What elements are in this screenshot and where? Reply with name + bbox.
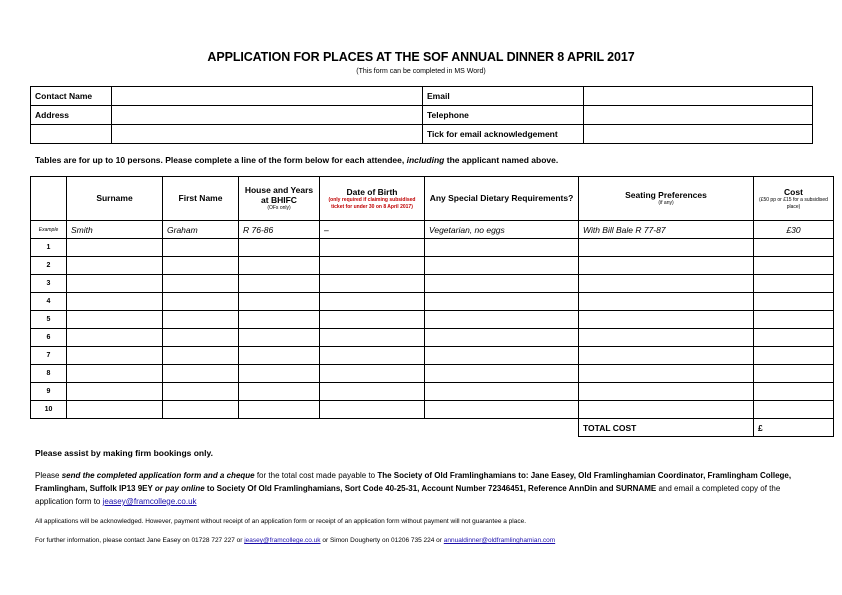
attendee-surname-field[interactable] <box>67 365 163 383</box>
intro-text-emphasis: including <box>406 155 445 165</box>
attendee-seating-field[interactable] <box>579 401 754 419</box>
dob-header-label: Date of Birth <box>346 186 398 197</box>
attendee-surname-field[interactable] <box>67 275 163 293</box>
row-number-header <box>31 177 67 221</box>
attendee-first-name-field[interactable] <box>163 401 239 419</box>
attendee-row-number: 6 <box>31 329 67 347</box>
attendee-dietary-field[interactable] <box>425 293 579 311</box>
pay-online-text: pay online <box>162 484 205 493</box>
attendee-house-field[interactable] <box>239 347 320 365</box>
attendee-row <box>31 275 834 293</box>
bank-details: to Society Of Old Framlinghamians, Sort Code 40-25-31, Account Number 72346451, Reference <box>204 484 569 493</box>
attendee-cost-field[interactable] <box>754 257 834 275</box>
attendee-seating-field[interactable] <box>579 383 754 401</box>
example-dob: – <box>320 221 425 239</box>
example-row <box>31 221 834 239</box>
email-label: Email <box>423 87 584 106</box>
attendee-seating-field[interactable] <box>579 329 754 347</box>
total-spacer <box>425 419 579 437</box>
attendee-first-name-field[interactable] <box>163 311 239 329</box>
attendee-seating-field[interactable] <box>579 257 754 275</box>
attendee-row-number: 9 <box>31 383 67 401</box>
email-field[interactable] <box>584 87 813 106</box>
payment-instructions <box>35 469 815 508</box>
example-label: Example <box>31 221 67 239</box>
attendee-first-name-field[interactable] <box>163 239 239 257</box>
page-subtitle: (This form can be completed in MS Word) <box>356 68 486 75</box>
attendee-seating-field[interactable] <box>579 275 754 293</box>
page-title: APPLICATION FOR PLACES AT THE SOF ANNUAL DINNER 8 APRIL 2017 <box>207 50 635 64</box>
dob-header <box>320 177 425 221</box>
attendee-row <box>31 329 834 347</box>
telephone-label: Telephone <box>423 106 584 125</box>
cost-header-note: (£50 pp or £15 for a subsidised place) <box>759 197 828 210</box>
address-field-line2b[interactable] <box>112 125 423 144</box>
attendee-row <box>31 293 834 311</box>
example-surname: Smith <box>67 221 163 239</box>
surname-header: Surname <box>67 177 163 221</box>
cost-header <box>754 177 834 221</box>
attendee-dietary-field[interactable] <box>425 347 579 365</box>
example-seating: With Bill Bale R 77-87 <box>579 221 754 239</box>
attendee-seating-field[interactable] <box>579 347 754 365</box>
first-name-header: First Name <box>163 177 239 221</box>
intro-text-start: Tables are for up to 10 persons. Please complete a line of the form below for each attendee, <box>35 155 407 165</box>
attendee-dob-field[interactable] <box>320 311 425 329</box>
attendee-house-field[interactable] <box>239 401 320 419</box>
attendee-surname-field[interactable] <box>67 257 163 275</box>
attendee-first-name-field[interactable] <box>163 293 239 311</box>
seating-header <box>579 177 754 221</box>
attendee-seating-field[interactable] <box>579 311 754 329</box>
attendee-house-field[interactable] <box>239 257 320 275</box>
attendee-first-name-field[interactable] <box>163 383 239 401</box>
attendee-row <box>31 401 834 419</box>
contact-name-label: Contact Name <box>31 87 112 106</box>
total-spacer <box>239 419 320 437</box>
payment-text-or: or <box>154 484 163 493</box>
attendee-house-field[interactable] <box>239 293 320 311</box>
attendee-row-number: 10 <box>31 401 67 419</box>
attendee-surname-field[interactable] <box>67 329 163 347</box>
attendees-header-row <box>31 177 834 221</box>
total-spacer <box>163 419 239 437</box>
firm-bookings-note: Please assist by making firm bookings only. <box>35 448 213 458</box>
attendee-dietary-field[interactable] <box>425 275 579 293</box>
attendee-row <box>31 383 834 401</box>
attendee-cost-field[interactable] <box>754 239 834 257</box>
cost-header-label: Cost <box>784 186 803 197</box>
total-spacer <box>31 419 67 437</box>
jeasey-email-link-2[interactable]: jeasey@framcollege.co.uk <box>244 537 321 544</box>
attendee-surname-field[interactable] <box>67 383 163 401</box>
total-cost-label: TOTAL COST <box>579 419 754 437</box>
attendee-row <box>31 311 834 329</box>
attendee-first-name-field[interactable] <box>163 329 239 347</box>
attendee-dietary-field[interactable] <box>425 239 579 257</box>
house-header <box>239 177 320 221</box>
attendee-dietary-field[interactable] <box>425 311 579 329</box>
attendee-dietary-field[interactable] <box>425 383 579 401</box>
attendee-surname-field[interactable] <box>67 347 163 365</box>
attendee-surname-field[interactable] <box>67 293 163 311</box>
attendee-dob-field[interactable] <box>320 329 425 347</box>
attendee-house-field[interactable] <box>239 311 320 329</box>
payment-text: Please <box>35 471 62 480</box>
attendee-cost-field[interactable] <box>754 383 834 401</box>
attendee-seating-field[interactable] <box>579 365 754 383</box>
attendee-row <box>31 257 834 275</box>
address-label: Address <box>31 106 112 125</box>
attendee-first-name-field[interactable] <box>163 257 239 275</box>
total-spacer <box>67 419 163 437</box>
attendee-row <box>31 365 834 383</box>
acknowledgement-note: All applications will be acknowledged. However, payment without receipt of an application form or receipt of an application form without payment will not guarantee a place. <box>35 518 527 525</box>
attendee-row-number: 5 <box>31 311 67 329</box>
attendee-dob-field[interactable] <box>320 293 425 311</box>
attendee-house-field[interactable] <box>239 365 320 383</box>
attendee-first-name-field[interactable] <box>163 347 239 365</box>
attendee-seating-field[interactable] <box>579 239 754 257</box>
seating-header-note: (if any) <box>658 200 674 207</box>
example-first-name: Graham <box>163 221 239 239</box>
attendee-dietary-field[interactable] <box>425 401 579 419</box>
attendee-cost-field[interactable] <box>754 401 834 419</box>
telephone-field[interactable] <box>584 106 813 125</box>
attendee-house-field[interactable] <box>239 383 320 401</box>
attendee-cost-field[interactable] <box>754 365 834 383</box>
intro-text-end: the applicant named above. <box>444 155 559 165</box>
total-spacer <box>320 419 425 437</box>
info-text: For further information, please contact Jane Easey on 01728 727 227 or <box>35 537 245 544</box>
attendee-dob-field[interactable] <box>320 257 425 275</box>
attendee-cost-field[interactable] <box>754 347 834 365</box>
house-header-note: (OFs only) <box>267 205 291 212</box>
attendee-row-number: 2 <box>31 257 67 275</box>
total-cost-field[interactable]: £ <box>754 419 834 437</box>
seating-header-label: Seating Preferences <box>625 190 707 201</box>
annual-dinner-email-link[interactable]: annualdinner@oldframlinghamian.com <box>443 537 556 544</box>
email-acknowledgement-checkbox[interactable] <box>584 125 813 144</box>
address-field-line2[interactable] <box>31 125 112 144</box>
attendee-dob-field[interactable] <box>320 401 425 419</box>
total-row <box>31 419 834 437</box>
attendee-dob-field[interactable] <box>320 365 425 383</box>
attendees-table <box>30 176 834 437</box>
example-house: R 76-86 <box>239 221 320 239</box>
attendee-dob-field[interactable] <box>320 239 425 257</box>
payment-text-emphasis: send the completed application form and a cheque <box>61 471 255 480</box>
attendee-cost-field[interactable] <box>754 275 834 293</box>
attendee-dob-field[interactable] <box>320 275 425 293</box>
payment-text: for the total cost made payable to <box>254 471 378 480</box>
attendee-surname-field[interactable] <box>67 401 163 419</box>
attendee-dietary-field[interactable] <box>425 329 579 347</box>
house-header-label: House and Years at BHIFC <box>244 185 314 206</box>
dob-header-note: (only required if claiming subsidised ticket for under 30 on 8 April 2017) <box>328 197 416 210</box>
example-dietary: Vegetarian, no eggs <box>425 221 579 239</box>
attendee-row <box>31 347 834 365</box>
attendee-row-number: 8 <box>31 365 67 383</box>
attendee-dietary-field[interactable] <box>425 257 579 275</box>
attendee-house-field[interactable] <box>239 329 320 347</box>
attendee-dob-field[interactable] <box>320 383 425 401</box>
attendee-cost-field[interactable] <box>754 293 834 311</box>
dietary-header: Any Special Dietary Requirements? <box>425 177 579 221</box>
attendee-rows <box>31 239 834 419</box>
attendee-row-number: 3 <box>31 275 67 293</box>
example-cost: £30 <box>754 221 834 239</box>
jeasey-email-link[interactable]: jeasey@framcollege.co.uk <box>102 497 197 506</box>
attendee-seating-field[interactable] <box>579 293 754 311</box>
attendee-surname-field[interactable] <box>67 239 163 257</box>
attendee-cost-field[interactable] <box>754 311 834 329</box>
contact-details-table <box>30 86 813 144</box>
attendee-row <box>31 239 834 257</box>
attendee-row-number: 1 <box>31 239 67 257</box>
payment-reference: AnnDin and SURNAME <box>568 484 657 493</box>
attendee-row-number: 4 <box>31 293 67 311</box>
tables-instructions <box>35 155 558 165</box>
contact-name-field[interactable] <box>112 87 423 106</box>
attendee-house-field[interactable] <box>239 275 320 293</box>
attendee-dietary-field[interactable] <box>425 365 579 383</box>
payee-name: The Society of Old Framlinghamians <box>377 471 517 480</box>
attendee-dob-field[interactable] <box>320 347 425 365</box>
attendee-cost-field[interactable] <box>754 329 834 347</box>
contact-information <box>35 537 555 544</box>
payment-text: and email a completed copy of the application form to <box>35 484 781 506</box>
postal-address: to: Jane Easey, Old Framlinghamian Coordinator, Framlingham College, Framlingham, Suffolk IP13 9EY <box>35 471 792 493</box>
info-text: or Simon Dougherty on 01206 735 224 or <box>320 537 444 544</box>
attendee-first-name-field[interactable] <box>163 275 239 293</box>
address-field[interactable] <box>112 106 423 125</box>
attendee-house-field[interactable] <box>239 239 320 257</box>
attendee-row-number: 7 <box>31 347 67 365</box>
attendee-first-name-field[interactable] <box>163 365 239 383</box>
attendee-surname-field[interactable] <box>67 311 163 329</box>
email-acknowledgement-label: Tick for email acknowledgement <box>423 125 584 144</box>
